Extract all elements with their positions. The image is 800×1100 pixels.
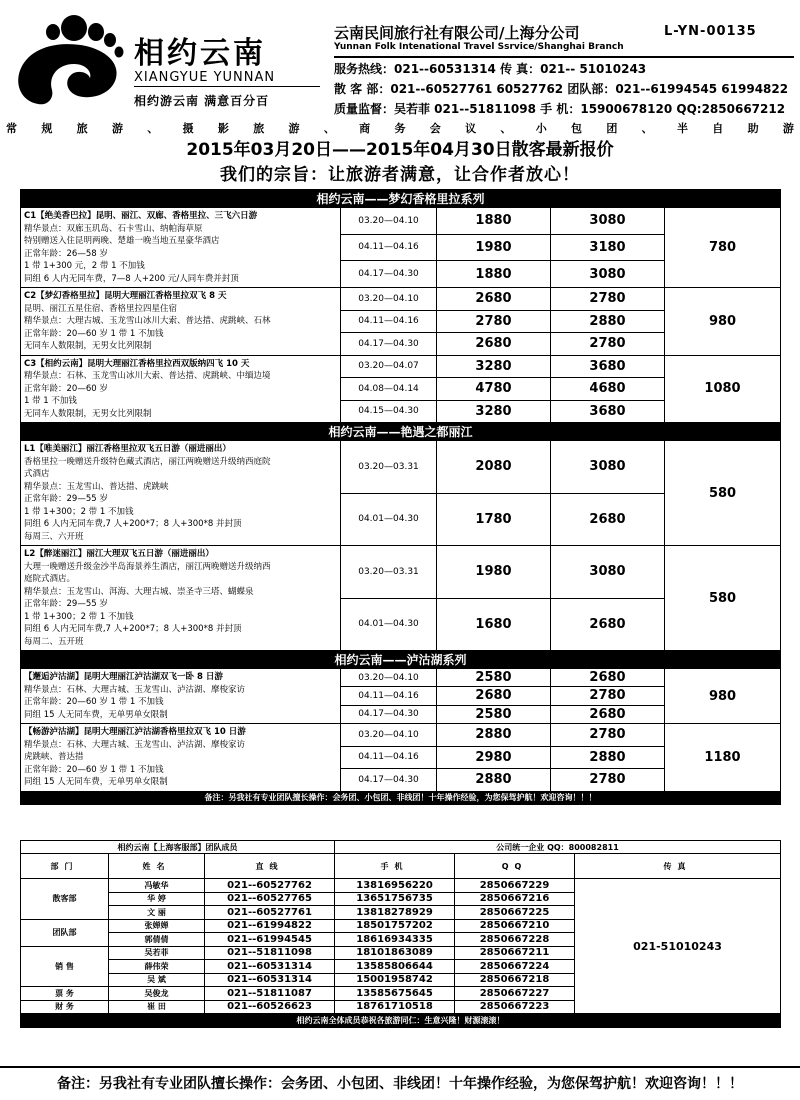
staff-name: 郭倩倩 [109,933,205,947]
departure-date-range: 04.01—04.30 [341,598,437,651]
section-header-row [21,651,781,669]
column-header: 手机 [335,854,455,879]
service-char: 自 [712,122,724,135]
route-detail-line: 正常年龄：26—58 岁 [24,248,108,259]
route-detail-line: 同组 6 人内无同车费，7—8 人+200 元/人同车费并封顶 [24,273,239,284]
departure-date-range: 04.17—04.30 [341,705,437,723]
extra-price: 980 [665,669,781,724]
departure-date-range: 04.15—04.30 [341,400,437,423]
route-description [21,288,341,356]
full-price: 2780 [551,687,665,705]
staff-name: 崔 田 [109,1000,205,1014]
service-char: 、 [147,122,159,135]
staff-name: 冯敏华 [109,879,205,893]
route-detail-line: 精华景点：玉龙雪山、普达措、虎跳峡 [24,481,169,492]
departure-date-range: 03.20—03.31 [341,441,437,494]
departure-date-range: 04.11—04.16 [341,746,437,769]
extra-price: 580 [665,441,781,546]
direct-line: 021--60531314 [205,973,335,987]
bottom-note: 备注：另我社有专业团队擅长操作：会务团、小包团、非线团！十年操作经验，为您保驾护航！欢迎咨询！！！ [0,1066,800,1100]
route-detail-line: 无同车人数限制，无男女比列限制 [24,408,152,419]
adult-price: 4780 [437,378,551,401]
departure-date-range: 03.20—03.31 [341,546,437,599]
mobile-number: 18501757202 [335,919,455,933]
company-name-en: Yunnan Folk Intenational Travel Ssrvice/Shanghai Branch [334,42,624,52]
full-price: 2780 [551,724,665,747]
departure-date-range: 04.01—04.30 [341,493,437,546]
qq-number: 2850667210 [455,919,575,933]
adult-price: 2580 [437,669,551,687]
direct-line: 021--60527765 [205,892,335,906]
route-price-row [21,669,781,687]
service-char: 议 [465,122,477,135]
direct-line: 021--61994822 [205,919,335,933]
adult-price: 2680 [437,687,551,705]
section-header: 相约云南——梦幻香格里拉系列 [21,190,781,208]
mobile-number: 13585675645 [335,987,455,1001]
route-detail-line: 正常年龄：20—60 岁 1 带 1 不加钱 [24,764,164,775]
service-char: 旅 [253,122,265,135]
route-detail-line: 1 带 1+300；2 带 1 不加钱 [24,611,134,622]
adult-price: 2580 [437,705,551,723]
route-detail-line: 正常年龄：29—55 岁 [24,494,108,504]
route-detail-line: 大理一晚赠送升级金沙半岛海景养生酒店，丽江两晚赠送升级纳西 [24,561,271,572]
staff-name: 文 丽 [109,906,205,920]
route-description [21,669,341,724]
qq-number: 2850667225 [455,906,575,920]
staff-name: 张婵婵 [109,919,205,933]
department-name: 财 务 [21,1000,109,1014]
license-code: L-YN-00135 [664,24,757,39]
route-detail-line: 1 带 1+300 元，2 带 1 不加钱 [24,261,145,271]
full-price: 2680 [551,493,665,546]
adult-price: 1980 [437,546,551,599]
service-char: 务 [394,122,406,135]
service-char: 常 [6,122,17,135]
mobile-number: 15001958742 [335,973,455,987]
full-price: 2780 [551,288,665,311]
price-table [20,189,780,805]
company-motto: 我们的宗旨：让旅游者满意，让合作者放心！ [220,165,580,185]
section-header-row [21,423,781,441]
letterhead [0,0,800,118]
route-detail-line: 同组 6 人内无同车费,7 人+200*7；8 人+300*8 并封顶 [24,624,242,634]
staff-caption: 相约云南【上海客服部】团队成员 [21,841,335,854]
departure-date-range: 04.17—04.30 [341,261,437,288]
mobile-number: 18101863089 [335,946,455,960]
service-char: 、 [641,122,653,135]
company-name: 云南民间旅行社有限公司/上海分公司 [334,24,580,42]
adult-price: 2680 [437,288,551,311]
section-header: 相约云南——泸沽湖系列 [21,651,781,669]
brand-slogan: 相约游云南 满意百分百 [134,94,270,108]
route-detail-line: 庭院式酒店。 [24,574,76,584]
mobile-number: 13818278929 [335,906,455,920]
departure-date-range: 04.17—04.30 [341,769,437,792]
service-char: 商 [359,122,371,135]
staff-footer: 相约云南全体成员恭祝各旅游同仁：生意兴隆！财源滚滚！ [21,1014,781,1028]
direct-line: 021--60527762 [205,879,335,893]
department-name: 销 售 [21,946,109,987]
company-qq: 公司统一企业 QQ：800082811 [335,841,781,854]
service-char: 影 [217,122,229,135]
route-detail-line: 每周二、五开班 [24,636,84,647]
departure-date-range: 04.17—04.30 [341,333,437,356]
route-title: 【畅游泸沽湖】昆明大理丽江泸沽湖香格里拉双飞 10 日游 [24,727,246,737]
brand-divider [134,86,320,87]
mobile-number: 18616934335 [335,933,455,947]
qq-number: 2850667216 [455,892,575,906]
route-price-row [21,441,781,494]
staff-name: 华 婷 [109,892,205,906]
column-header: 传真 [575,854,781,879]
departure-date-range: 03.20—04.10 [341,669,437,687]
service-char: 助 [747,122,759,135]
adult-price: 1980 [437,234,551,261]
adult-price: 1780 [437,493,551,546]
route-description [21,724,341,792]
full-price: 4680 [551,378,665,401]
route-price-row [21,288,781,311]
extra-price: 580 [665,546,781,651]
route-price-row [21,724,781,747]
full-price: 2680 [551,598,665,651]
service-char: 团 [606,122,618,135]
direct-line: 021--61994545 [205,933,335,947]
departure-date-range: 03.20—04.10 [341,724,437,747]
staff-name: 吴 斌 [109,973,205,987]
route-detail-line: 香格里拉一晚赠送升级特色藏式酒店，丽江两晚赠送升级纳西庭院 [24,456,271,467]
route-description [21,546,341,651]
column-header: 直线 [205,854,335,879]
full-price: 3080 [551,261,665,288]
footprint-logo-icon [8,12,128,112]
route-detail-line: 精华景点：玉龙雪山、洱海、大理古城、崇圣寺三塔、蝴蝶泉 [24,586,254,597]
departure-date-range: 04.11—04.16 [341,687,437,705]
service-char: 规 [41,122,53,135]
section-header: 相约云南——艳遇之都丽江 [21,423,781,441]
route-detail-line: 1 带 1 不加钱 [24,396,77,406]
route-detail-line: 无同车人数限制，无男女比列限制 [24,341,152,351]
adult-price: 2780 [437,310,551,333]
route-detail-line: 同组 15 人无同车费，无单男单女限制 [24,709,168,720]
departure-date-range: 04.08—04.14 [341,378,437,401]
route-detail-line: 特别赠送入住昆明两晚、楚雄一晚当地五星豪华酒店 [24,236,220,246]
adult-price: 1880 [437,208,551,235]
direct-line: 021--60527761 [205,906,335,920]
service-char: 会 [429,122,441,135]
adult-price: 2980 [437,746,551,769]
route-price-row [21,208,781,235]
full-price: 2880 [551,746,665,769]
adult-price: 2880 [437,769,551,792]
route-description [21,441,341,546]
route-detail-line: 同组 6 人内无同车费,7 人+200*7；8 人+300*8 并封顶 [24,519,242,529]
mobile-number: 13651756735 [335,892,455,906]
staff-header-row [21,854,781,879]
route-title: C3【相约云南】昆明大理丽江香格里拉西双版纳四飞 10 天 [24,358,250,369]
route-detail-line: 精华景点：石林、玉龙雪山冰川大索、普达措、虎跳峡、中缅边境 [24,371,271,381]
staff-table [20,840,780,1028]
service-char: 半 [676,122,688,135]
route-title: C1【绝美香巴拉】昆明、丽江、双廊、香格里拉、三飞六日游 [24,211,258,221]
route-title: L1【唯美丽江】丽江香格里拉双飞五日游（丽进丽出） [24,444,231,454]
adult-price: 1880 [437,261,551,288]
direct-line: 021--60531314 [205,960,335,974]
brand-name: 相约云南 [134,36,266,71]
mobile-number: 13585806644 [335,960,455,974]
route-price-row [21,546,781,599]
extra-price: 980 [665,288,781,356]
route-detail-line: 昆明、丽江五星住宿、香格里拉四星住宿 [24,303,178,314]
staff-name: 吴若菲 [109,946,205,960]
fax-number: 021-51010243 [575,879,781,1014]
route-detail-line: 精华景点：石林、大理古城、玉龙雪山、泸沽湖、摩梭家访 [24,739,246,750]
full-price: 3080 [551,546,665,599]
full-price: 2780 [551,333,665,356]
full-price: 3180 [551,234,665,261]
full-price: 3680 [551,355,665,378]
departure-date-range: 03.20—04.10 [341,208,437,235]
direct-line: 021--60526623 [205,1000,335,1014]
direct-line: 021--51811098 [205,946,335,960]
route-detail-line: 正常年龄：20—60 岁 1 带 1 不加钱 [24,328,164,339]
qq-number: 2850667211 [455,946,575,960]
departure-date-range: 03.20—04.10 [341,288,437,311]
service-char: 、 [500,122,512,135]
service-char: 包 [571,122,582,135]
service-types-bar [0,120,800,134]
full-price: 3080 [551,441,665,494]
contact-line-hotline: 服务热线：021--60531314 传 真：021-- 51010243 [334,62,647,76]
staff-footer-row [21,1014,781,1028]
route-detail-line: 精华景点：双廊玉玑岛、石卡雪山、纳帕海草原 [24,223,203,234]
qq-number: 2850667228 [455,933,575,947]
route-detail-line: 正常年龄：20—60 岁 1 带 1 不加钱 [24,697,164,707]
table-note-row [21,791,781,804]
column-header: 部门 [21,854,109,879]
direct-line: 021--51811087 [205,987,335,1001]
adult-price: 1680 [437,598,551,651]
extra-price: 1180 [665,724,781,792]
staff-name: 吴俊龙 [109,987,205,1001]
qq-number: 2850667223 [455,1000,575,1014]
route-detail-line: 每周三、六开班 [24,531,84,542]
staff-caption-row [21,841,781,854]
adult-price: 2880 [437,724,551,747]
qq-number: 2850667229 [455,879,575,893]
table-note: 备注：另我社有专业团队擅长操作：会务团、小包团、非线团！十年操作经验，为您保驾护航！欢迎咨询！！！ [21,791,781,804]
service-char: 游 [288,122,300,135]
departure-date-range: 04.11—04.16 [341,310,437,333]
header-rule [334,56,794,58]
department-name: 散客部 [21,879,109,920]
service-char: 游 [782,122,794,135]
department-name: 团队部 [21,919,109,946]
column-header: QQ [455,854,575,879]
route-detail-line: 精华景点：大理古城、玉龙雪山冰川大索、普达措、虎跳峡、石林 [24,316,271,326]
staff-name: 薛伟荣 [109,960,205,974]
full-price: 2880 [551,310,665,333]
route-detail-line: 虎跳峡、普达措 [24,752,84,762]
departure-date-range: 04.11—04.16 [341,234,437,261]
route-description [21,355,341,423]
qq-number: 2850667227 [455,987,575,1001]
route-detail-line: 精华景点：石林、大理古城、玉龙雪山、泸沽湖、摩梭家访 [24,684,246,695]
mobile-number: 18761710518 [335,1000,455,1014]
adult-price: 2080 [437,441,551,494]
route-description [21,208,341,288]
section-header-row [21,190,781,208]
full-price: 3680 [551,400,665,423]
contact-line-quality: 质量监督：吴若菲 021--51811098 手 机：15900678120 QQ:2850667212 [334,102,786,116]
qq-number: 2850667218 [455,973,575,987]
full-price: 2780 [551,769,665,792]
contact-line-departments: 散 客 部：021--60527761 60527762 团队部：021--61994545 61994822 [334,82,789,96]
full-price: 2680 [551,705,665,723]
route-title: L2【醉迷丽江】丽江大理双飞五日游（丽进丽出） [24,549,214,559]
service-char: 摄 [182,122,194,135]
qq-number: 2850667224 [455,960,575,974]
column-header: 姓名 [109,854,205,879]
service-char: 、 [323,122,335,135]
brand-name-en: XIANGYUE YUNNAN [134,70,276,85]
price-period-title: 2015年03月20日——2015年04月30日散客最新报价 [186,140,614,160]
extra-price: 780 [665,208,781,288]
route-detail-line: 1 带 1+300；2 带 1 不加钱 [24,506,134,517]
extra-price: 1080 [665,355,781,423]
route-detail-line: 正常年龄：29—55 岁 [24,599,108,609]
departure-date-range: 03.20—04.07 [341,355,437,378]
route-title: C2【梦幻香格里拉】昆明大理丽江香格里拉双飞 8 天 [24,291,227,301]
service-char: 旅 [76,122,88,135]
mobile-number: 13816956220 [335,879,455,893]
adult-price: 3280 [437,400,551,423]
full-price: 2680 [551,669,665,687]
route-detail-line: 同组 15 人无同车费，无单男单女限制 [24,777,168,787]
route-price-row [21,355,781,378]
department-name: 票 务 [21,987,109,1001]
staff-row [21,879,781,893]
route-detail-line: 正常年龄：20—60 岁 [24,383,108,394]
service-char: 小 [535,122,547,135]
adult-price: 2680 [437,333,551,356]
service-char: 游 [111,122,123,135]
adult-price: 3280 [437,355,551,378]
full-price: 3080 [551,208,665,235]
route-detail-line: 式酒店 [24,469,50,479]
route-title: 【邂逅泸沽湖】昆明大理丽江泸沽湖双飞一卧 8 日游 [24,672,223,682]
